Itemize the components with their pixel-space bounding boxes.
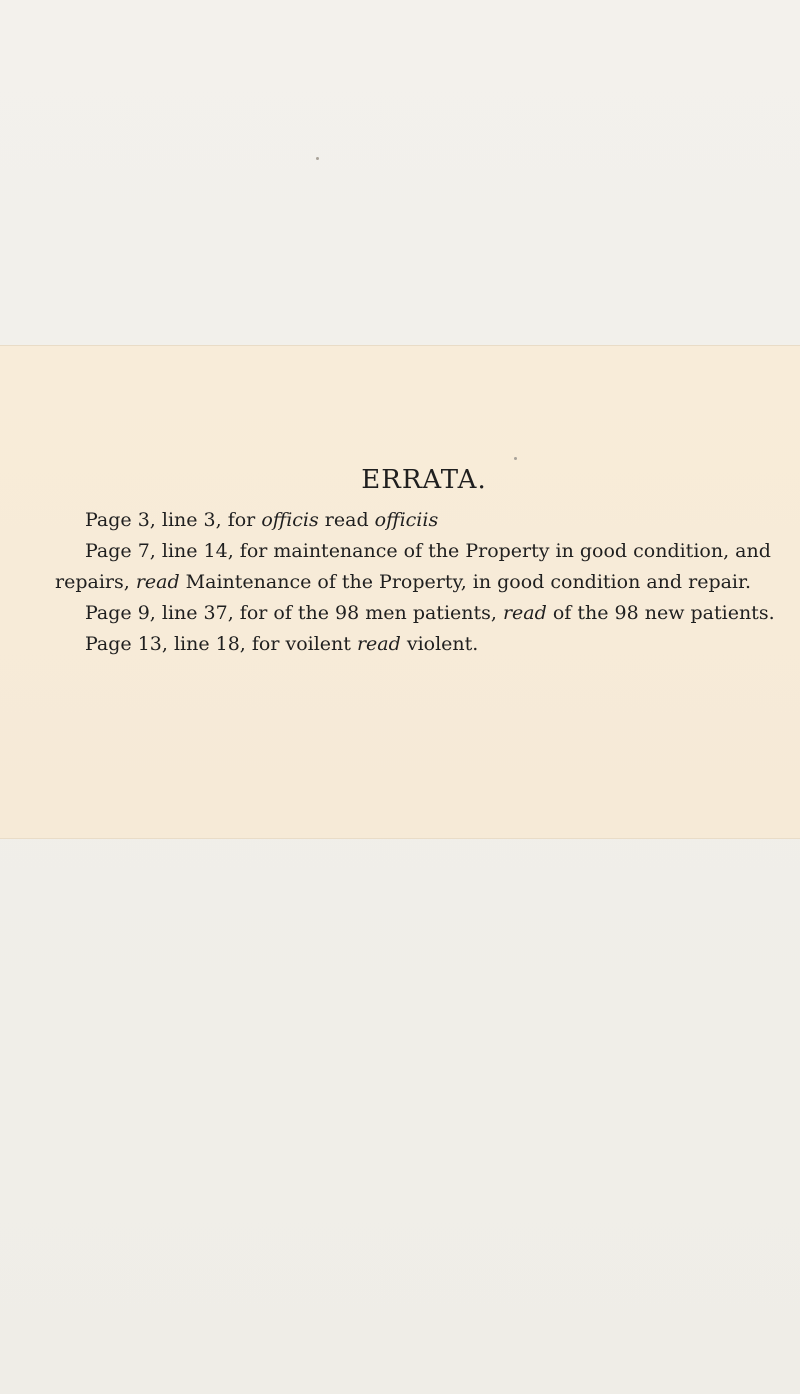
entry-3-prefix: Page 9, line 37, for of the 98 men patients, — [85, 602, 503, 624]
entry-1-wrong: officis — [261, 509, 319, 531]
paper-speck — [514, 457, 517, 460]
entry-1-prefix: Page 3, line 3, for — [85, 509, 262, 531]
entry-4-read: read — [356, 633, 401, 655]
entry-3-read: read — [502, 602, 547, 624]
entry-3-correct: of the 98 new patients. — [546, 602, 775, 624]
errata-entry-2 — [55, 536, 775, 598]
entry-1-read: read — [318, 509, 375, 531]
entry-2-correct: Maintenance of the Property, in good condition and repair. — [179, 571, 752, 593]
entry-4-correct: violent. — [400, 633, 479, 655]
errata-title: ERRATA. — [361, 465, 487, 495]
entry-2-prefix: Page 7, line 14, for maintenance of the Property in good condition, and repairs, — [55, 540, 771, 593]
errata-section — [55, 465, 775, 660]
errata-entry-1 — [55, 505, 775, 536]
entry-1-correct: officiis — [374, 509, 439, 531]
errata-entry-4 — [55, 629, 775, 660]
paper-speck — [316, 157, 319, 160]
errata-entry-3 — [55, 598, 775, 629]
entry-4-prefix: Page 13, line 18, for voilent — [85, 633, 357, 655]
entry-2-read: read — [135, 571, 180, 593]
